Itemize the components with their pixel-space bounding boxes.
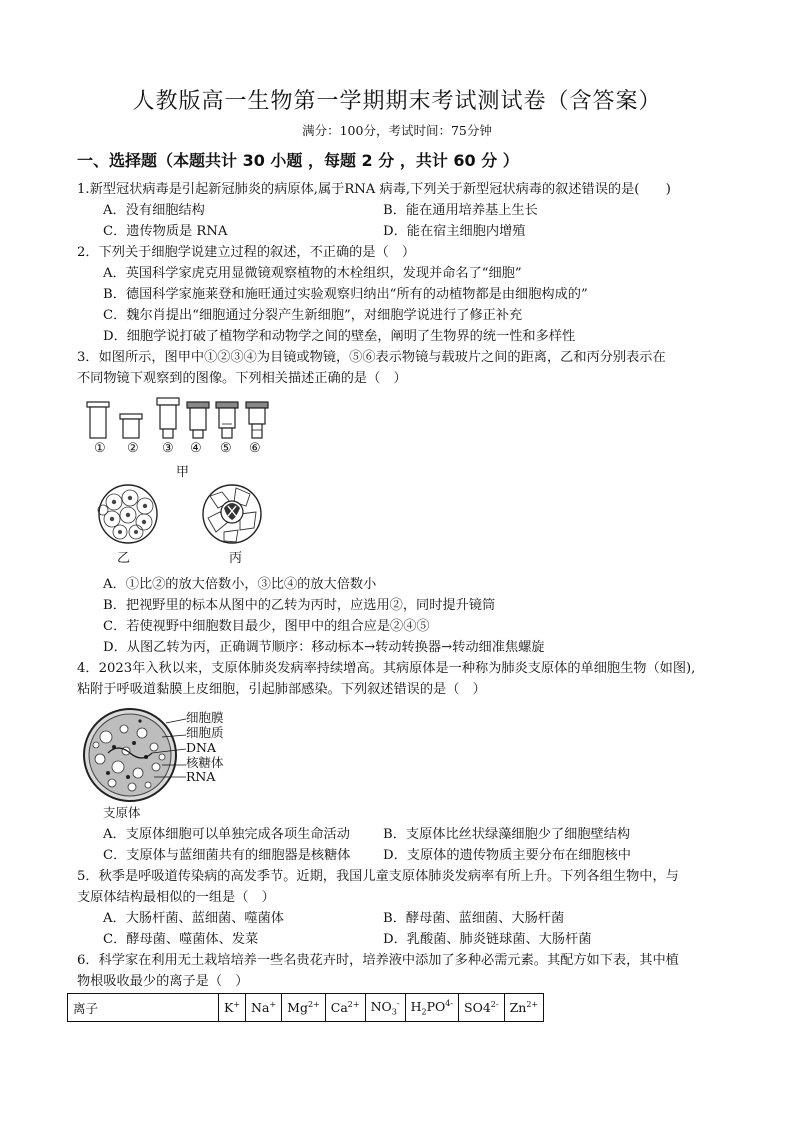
q4-stem-line1: 4．2023年入秋以来，支原体肺炎发病率持续增高。其病原体是一种称为肺炎支原体的单细胞生物（如图), bbox=[77, 661, 696, 676]
q2-option-a: A．英国科学家虎克用显微镜观察植物的木栓组织，发现并命名了“细胞” bbox=[103, 266, 522, 281]
lens-4-tip bbox=[193, 430, 203, 438]
lens-label-6: ⑥ bbox=[249, 441, 261, 456]
q5-option-a: A．大肠杆菌、蓝细菌、噬菌体 bbox=[103, 911, 284, 926]
lens-label-4: ④ bbox=[190, 441, 202, 456]
section-heading: 一、选择题（本题共计 30 小题 ，每题 2 分 ，共计 60 分 ） bbox=[77, 151, 519, 170]
q3-option-a: A．①比②的放大倍数小，③比④的放大倍数小 bbox=[103, 577, 377, 592]
q2-stem: 2．下列关于细胞学说建立过程的叙述，不正确的是（ ） bbox=[77, 245, 416, 260]
lens-3-tip bbox=[163, 429, 173, 438]
table-row bbox=[68, 994, 544, 1022]
q1-option-d: D．能在宿主细胞内增殖 bbox=[383, 224, 526, 239]
lens-5-tip bbox=[222, 428, 232, 438]
figure-label-bing: 丙 bbox=[229, 551, 243, 566]
q2-option-c: C．魏尔肖提出“细胞通过分裂产生新细胞”，对细胞学说进行了修正补充 bbox=[103, 308, 523, 323]
q3-option-d: D．从图乙转为丙，正确调节顺序：移动标本→转动转换器→转动细准焦螺旋 bbox=[103, 640, 545, 655]
ion-table bbox=[67, 993, 544, 1022]
mycoplasma-diagram bbox=[78, 707, 190, 803]
lens-6-tip bbox=[252, 424, 262, 438]
q1-option-c: C．遗传物质是 RNA bbox=[103, 224, 228, 239]
q1-option-b: B．能在通用培养基上生长 bbox=[383, 203, 538, 218]
q5-stem-line2: 支原体结构最相似的一组是（ ） bbox=[77, 890, 275, 905]
lens-3-tube bbox=[160, 405, 176, 429]
q1-stem: 1.新型冠状病毒是引起新冠肺炎的病原体,属于RNA 病毒,下列关于新型冠状病毒的叙述错误的是( ) bbox=[77, 182, 671, 197]
lens-label-1: ① bbox=[94, 441, 106, 456]
label-rna: RNA bbox=[186, 769, 216, 784]
mycoplasma-caption: 支原体 bbox=[103, 805, 141, 820]
q6-stem-line2: 物根吸收最少的离子是（ ） bbox=[77, 974, 249, 989]
lens-label-3: ③ bbox=[162, 441, 174, 456]
q5-option-c: C．酵母菌、噬菌体、发菜 bbox=[103, 932, 259, 947]
q4-option-a: A．支原体细胞可以单独完成各项生命活动 bbox=[103, 827, 350, 842]
ion-cell: $Zn^{2+}$ bbox=[504, 994, 544, 1022]
lens-1-tube bbox=[90, 407, 106, 438]
q3-stem-line2: 不同物镜下观察到的图像。下列相关描述正确的是（ ） bbox=[77, 371, 407, 386]
q4-stem-line2: 粘附于呼吸道黏膜上皮细胞，引起肺部感染。下列叙述错误的是（ ） bbox=[77, 682, 486, 697]
ion-cell: $SO4^{2-}$ bbox=[459, 994, 505, 1022]
q5-option-d: D．乳酸菌、肺炎链球菌、大肠杆菌 bbox=[383, 932, 592, 947]
view-yi bbox=[98, 485, 157, 543]
ion-cell: Na+ bbox=[246, 994, 282, 1022]
q5-stem-line1: 5．秋季是呼吸道传染病的高发季节。近期，我国儿童支原体肺炎发病率有所上升。下列各组生物中，与 bbox=[77, 869, 679, 884]
lens-6-cap bbox=[246, 402, 268, 408]
q1-option-a: A．没有细胞结构 bbox=[103, 203, 205, 218]
label-cell-membrane: 细胞膜 bbox=[186, 710, 224, 725]
lens-label-2: ② bbox=[127, 441, 139, 456]
ion-cell: K+ bbox=[219, 994, 246, 1022]
ion-cell: $Ca^{2+}$ bbox=[325, 994, 365, 1022]
page-title: 人教版高一生物第一学期期末考试测试卷（含答案） bbox=[132, 89, 662, 114]
lens-2-tube bbox=[123, 419, 139, 438]
lens-5-cap bbox=[216, 402, 238, 408]
table-header-ion: 离子 bbox=[68, 994, 219, 1022]
q3-option-c: C．若使视野中细胞数目最少，图甲中的组合应是②④⑤ bbox=[103, 619, 430, 634]
q2-option-d: D．细胞学说打破了植物学和动物学之间的壁垒，阐明了生物界的统一性和多样性 bbox=[103, 329, 576, 344]
figure-label-jia: 甲 bbox=[176, 465, 190, 480]
lens-4-tube bbox=[190, 408, 206, 430]
lens-label-5: ⑤ bbox=[220, 441, 232, 456]
lens-5-tube bbox=[219, 408, 235, 428]
view-bing bbox=[203, 485, 261, 543]
lens-6-tube bbox=[249, 408, 265, 424]
label-cytoplasm: 细胞质 bbox=[186, 725, 224, 740]
label-dna: DNA bbox=[186, 740, 216, 755]
lens-4-cap bbox=[187, 402, 209, 408]
figure-label-yi: 乙 bbox=[117, 551, 131, 566]
q4-option-b: B．支原体比丝状绿藻细胞少了细胞壁结构 bbox=[383, 827, 631, 842]
ion-cell: $H_2PO^{4-}$ bbox=[405, 994, 458, 1022]
exam-info: 满分：100分，考试时间：75分钟 bbox=[302, 123, 492, 138]
ion-cell: $NO_3^-$ bbox=[365, 994, 405, 1022]
q2-option-b: B．德国科学家施莱登和施旺通过实验观察归纳出“所有的动植物都是由细胞构成的” bbox=[103, 287, 588, 302]
q3-option-b: B．把视野里的标本从图中的乙转为丙时，应选用②，同时提升镜筒 bbox=[103, 598, 496, 613]
microscope-views bbox=[90, 484, 270, 544]
lens-2-cap bbox=[120, 414, 142, 419]
ion-cell: $Mg^{2+}$ bbox=[282, 994, 326, 1022]
label-ribosome: 核糖体 bbox=[186, 755, 224, 770]
q4-option-d: D．支原体的遗传物质主要分布在细胞核中 bbox=[383, 848, 631, 863]
q3-stem-line1: 3．如图所示，图甲中①②③④为目镜或物镜，⑤⑥表示物镜与载玻片之间的距离，乙和丙分别表示在 bbox=[77, 350, 666, 365]
lens-3-cap bbox=[157, 398, 179, 405]
lens-1-cap bbox=[87, 402, 109, 407]
q6-stem-line1: 6．科学家在利用无土栽培培养一些名贵花卉时，培养液中添加了多种必需元素。其配方如下表，其中植 bbox=[77, 953, 679, 968]
q5-option-b: B．酵母菌、蓝细菌、大肠杆菌 bbox=[383, 911, 565, 926]
q4-option-c: C．支原体与蓝细菌共有的细胞器是核糖体 bbox=[103, 848, 351, 863]
